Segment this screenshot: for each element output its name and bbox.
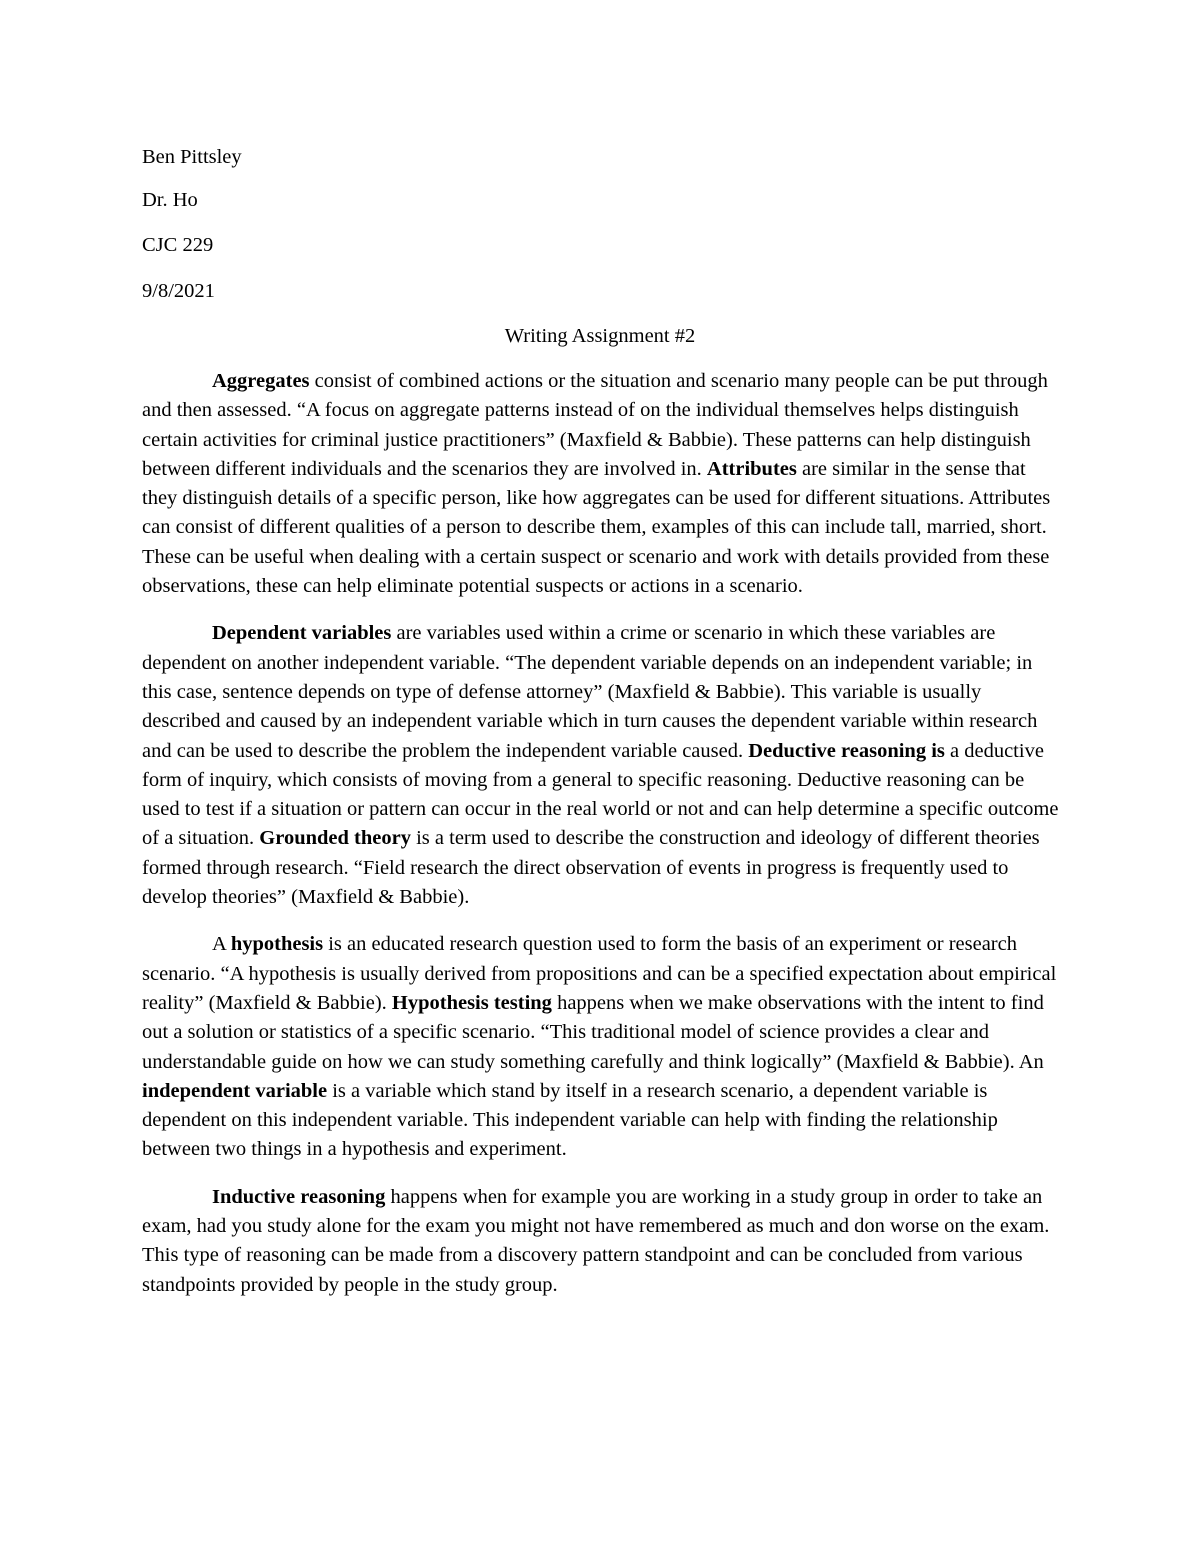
term-aggregates: Aggregates bbox=[212, 370, 310, 392]
document-body bbox=[142, 367, 1062, 1318]
paragraph-text: happens when for example you are working in a study group in order to take an exam, had you study alone for the exam you might not have remembered as much and don worse on the exam. This type of reasoning can be made from a discovery pattern standpoint and can be concluded from various standpoints provided by people in the study group. bbox=[142, 1185, 1050, 1296]
paragraph-text: is an educated research question used to form the basis of an experiment or research scenario. “A hypothesis is usually derived from propositions and can be a specified expectation about empirical reality” (Maxfield & Babbie). bbox=[142, 933, 1057, 1014]
term-hypothesis: hypothesis bbox=[230, 933, 324, 956]
document-title: Writing Assignment #2 bbox=[504, 325, 696, 347]
paragraph-aggregates bbox=[142, 367, 1062, 601]
term-grounded-theory: Grounded theory bbox=[259, 827, 411, 850]
term-hypothesis-testing: Hypothesis testing bbox=[391, 991, 552, 1014]
term-dependent-variables: Dependent variables bbox=[212, 622, 392, 645]
paragraph-dependent-variables bbox=[142, 619, 1062, 912]
paragraph-text: a deductive form of inquiry, which consists of moving from a general to specific reasoning. Deductive reasoning can be used to test if a situation or pattern can occur in the real world or not and can help determine a specific outcome of a situation. bbox=[142, 739, 1059, 850]
paragraph-text: happens when we make observations with the intent to find out a solution or statistics of a specific scenario. “This traditional model of science provides a clear and understandable guide on how we can study something carefully and think logically” (Maxfield & Babbie). An bbox=[142, 991, 1044, 1073]
term-inductive-reasoning: Inductive reasoning bbox=[212, 1185, 386, 1208]
paragraph-text: are variables used within a crime or scenario in which these variables are dependent on another independent variable. “The dependent variable depends on an independent variable; in this case, sentence depends on type of defense attorney” (Maxfield & Babbie). This variable is usually described and caused by an independent variable which in turn causes the dependent variable within research and can be used to describe the problem the independent variable caused. bbox=[142, 622, 1038, 762]
paragraph-text: is a variable which stand by itself in a research scenario, a dependent variable is dependent on this independent variable. This independent variable can help with finding the relationship between two things in a hypothesis and experiment. bbox=[142, 1079, 998, 1161]
term-deductive-reasoning: Deductive reasoning is bbox=[748, 739, 945, 762]
paragraph-hypothesis bbox=[142, 930, 1062, 1164]
paragraph-text: is a term used to describe the construction and ideology of different theories formed through research. “Field research the direct observation of events in progress is frequently used to develop theories” (Maxfield & Babbie). bbox=[142, 827, 1040, 909]
instructor-name: Dr. Ho bbox=[142, 189, 198, 211]
student-name: Ben Pittsley bbox=[142, 146, 242, 168]
paragraph-text: consist of combined actions or the situation and scenario many people can be put through and then assessed. “A focus on aggregate patterns instead of on the individual themselves helps distinguish certain activities for criminal justice practitioners” (Maxfield & Babbie). These patterns can help distinguish between different individuals and the scenarios they are involved in. bbox=[142, 370, 1048, 480]
course-code: CJC 229 bbox=[142, 234, 214, 256]
assignment-date: 9/8/2021 bbox=[142, 280, 215, 302]
term-attributes: Attributes bbox=[706, 457, 797, 480]
paragraph-text: are similar in the sense that they distinguish details of a specific person, like how aggregates can be used for different situations. Attributes can consist of different qualities of a person to describe them, examples of this can include tall, married, short. These can be useful when dealing with a certain suspect or scenario and work with details provided from these observations, these can help eliminate potential suspects or actions in a scenario. bbox=[142, 457, 1051, 598]
paragraph-text: A bbox=[212, 933, 231, 956]
paragraph-inductive-reasoning bbox=[142, 1183, 1062, 1300]
term-independent-variable: independent variable bbox=[142, 1079, 328, 1102]
